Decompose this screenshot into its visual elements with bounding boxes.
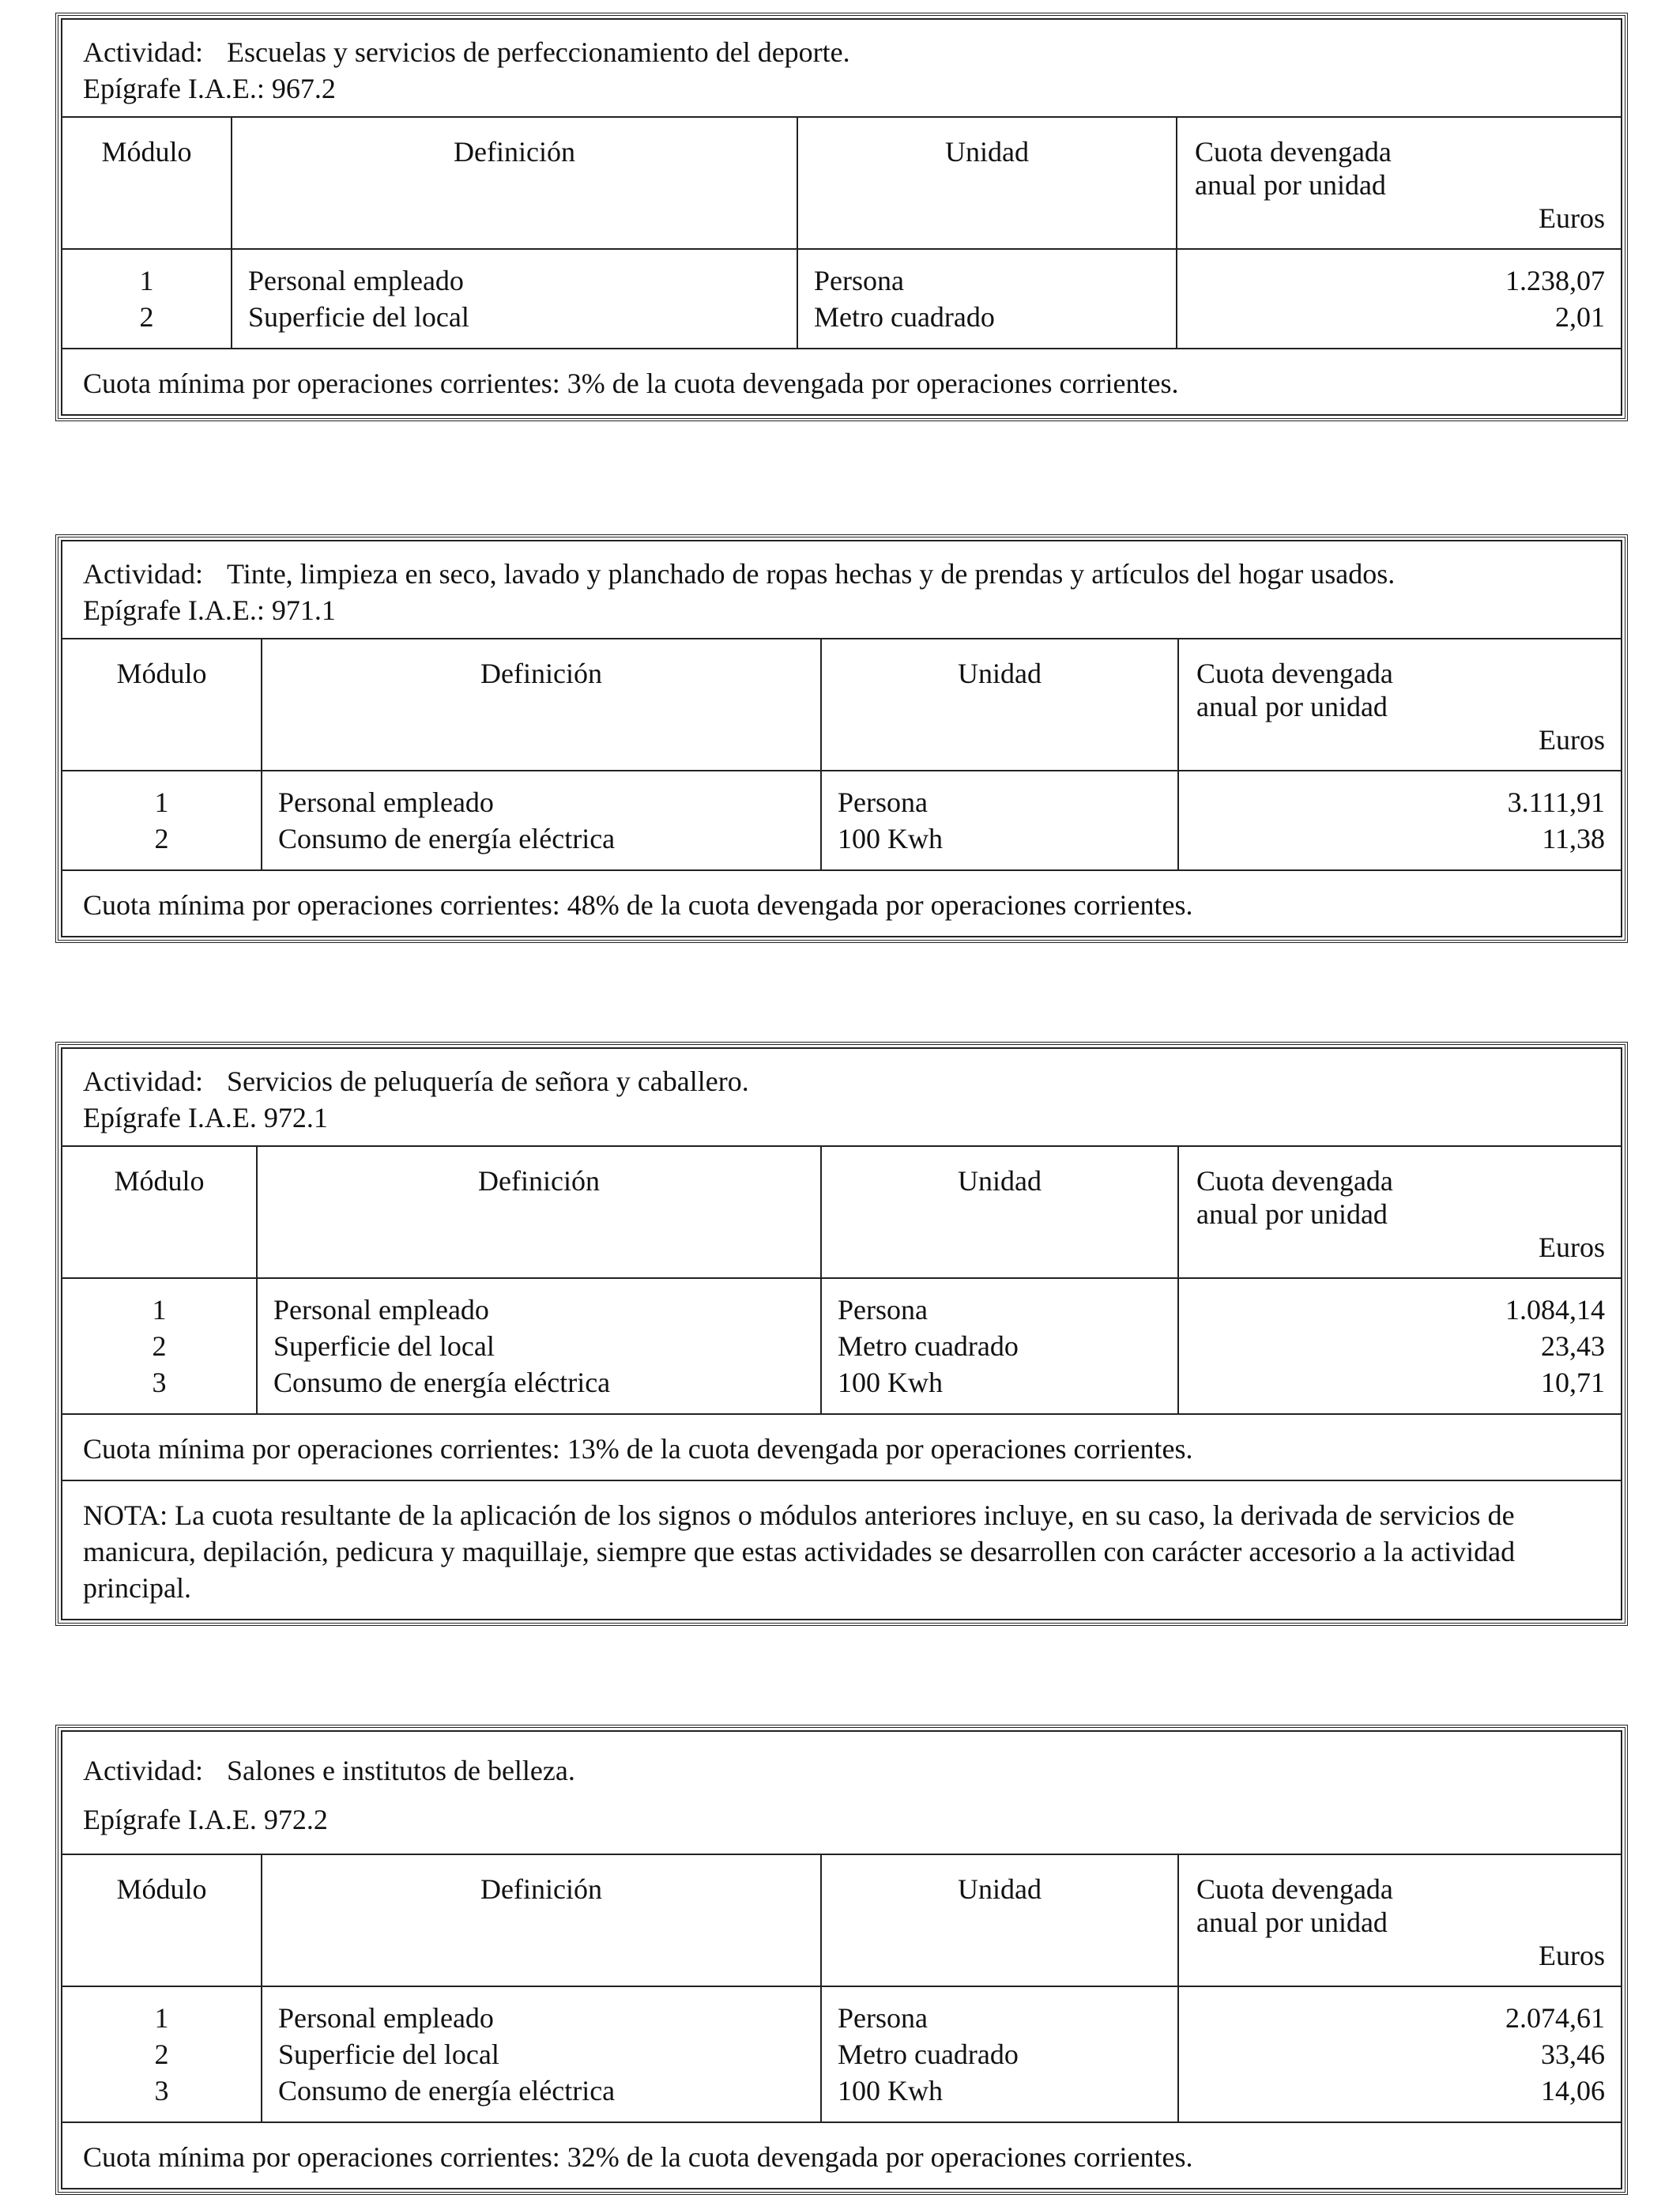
table-row: 1 2 Personal empleado Superficie del local Persona Metro cuadrado 1.238,07 2,01 [62, 249, 1621, 348]
activity-label: Actividad: [83, 558, 203, 590]
nota: NOTA: La cuota resultante de la aplicación de los signos o módulos anteriores incluye, en su caso, la derivada de servicios de manicura, depilación, pedicura y maquillaje, siempre que estas actividades se desarrollen con carácter accesorio a la actividad principal. [62, 1480, 1621, 1619]
cuota-minima: Cuota mínima por operaciones corrientes: 48% de la cuota devengada por operaciones corrientes. [62, 869, 1621, 936]
header-unidad: Unidad [821, 1147, 1178, 1278]
header-modulo: Módulo [62, 1855, 262, 1986]
table-row: 1 2 3 Personal empleado Superficie del local Consumo de energía eléctrica Persona Metro cuadrado 100 Kwh 1.084,14 23,43 10,71 [62, 1278, 1621, 1413]
header-definicion: Definición [262, 1855, 821, 1986]
header-cuota: Cuota devengada anual por unidad Euros [1178, 1147, 1621, 1278]
header-unidad: Unidad [797, 118, 1177, 249]
table-row: 1 2 3 Personal empleado Superficie del local Consumo de energía eléctrica Persona Metro cuadrado 100 Kwh 2.074,61 33,46 14,06 [62, 1986, 1621, 2121]
activity-header [62, 20, 1621, 118]
activity-name: Escuelas y servicios de perfeccionamiento del deporte. [226, 36, 850, 68]
currency-label: Euros [1539, 1940, 1605, 1971]
activity-header [62, 1049, 1621, 1147]
activity-label: Actividad: [83, 36, 203, 68]
epigrafe: Epígrafe I.A.E. 972.1 [83, 1102, 328, 1133]
activity-block-972-1 [55, 1042, 1628, 1626]
cuota-minima: Cuota mínima por operaciones corrientes: 32% de la cuota devengada por operaciones corrientes. [62, 2121, 1621, 2188]
table-row: 1 2 Personal empleado Consumo de energía eléctrica Persona 100 Kwh 3.111,91 11,38 [62, 771, 1621, 869]
epigrafe: Epígrafe I.A.E.: 971.1 [83, 594, 336, 626]
header-unidad: Unidad [821, 1855, 1178, 1986]
header-cuota: Cuota devengada anual por unidad Euros [1178, 639, 1621, 771]
currency-label: Euros [1539, 202, 1605, 234]
activity-label: Actividad: [83, 1755, 203, 1786]
modules-table [62, 1147, 1621, 1413]
cuota-minima: Cuota mínima por operaciones corrientes: 3% de la cuota devengada por operaciones corrientes. [62, 348, 1621, 414]
header-definicion: Definición [232, 118, 797, 249]
activity-header [62, 1732, 1621, 1855]
currency-label: Euros [1539, 724, 1605, 756]
cuota-minima: Cuota mínima por operaciones corrientes: 13% de la cuota devengada por operaciones corrientes. [62, 1413, 1621, 1480]
epigrafe: Epígrafe I.A.E.: 967.2 [83, 73, 336, 104]
activity-block-971-1 [55, 534, 1628, 943]
header-definicion: Definición [262, 639, 821, 771]
activity-label: Actividad: [83, 1065, 203, 1097]
modules-table [62, 639, 1621, 869]
header-definicion: Definición [257, 1147, 821, 1278]
header-cuota: Cuota devengada anual por unidad Euros [1177, 118, 1621, 249]
activity-header [62, 541, 1621, 639]
activity-block-967-2 [55, 13, 1628, 421]
activity-name: Servicios de peluquería de señora y caballero. [226, 1065, 749, 1097]
activity-block-972-2 [55, 1725, 1628, 2195]
activity-name: Salones e institutos de belleza. [226, 1755, 575, 1786]
header-modulo: Módulo [62, 639, 262, 771]
epigrafe: Epígrafe I.A.E. 972.2 [83, 1804, 328, 1835]
header-cuota: Cuota devengada anual por unidad Euros [1178, 1855, 1621, 1986]
header-modulo: Módulo [62, 118, 232, 249]
header-modulo: Módulo [62, 1147, 257, 1278]
currency-label: Euros [1539, 1231, 1605, 1263]
header-unidad: Unidad [821, 639, 1178, 771]
activity-name: Tinte, limpieza en seco, lavado y planchado de ropas hechas y de prendas y artículos del hogar usados. [226, 558, 1396, 590]
modules-table [62, 1855, 1621, 2121]
modules-table [62, 118, 1621, 348]
